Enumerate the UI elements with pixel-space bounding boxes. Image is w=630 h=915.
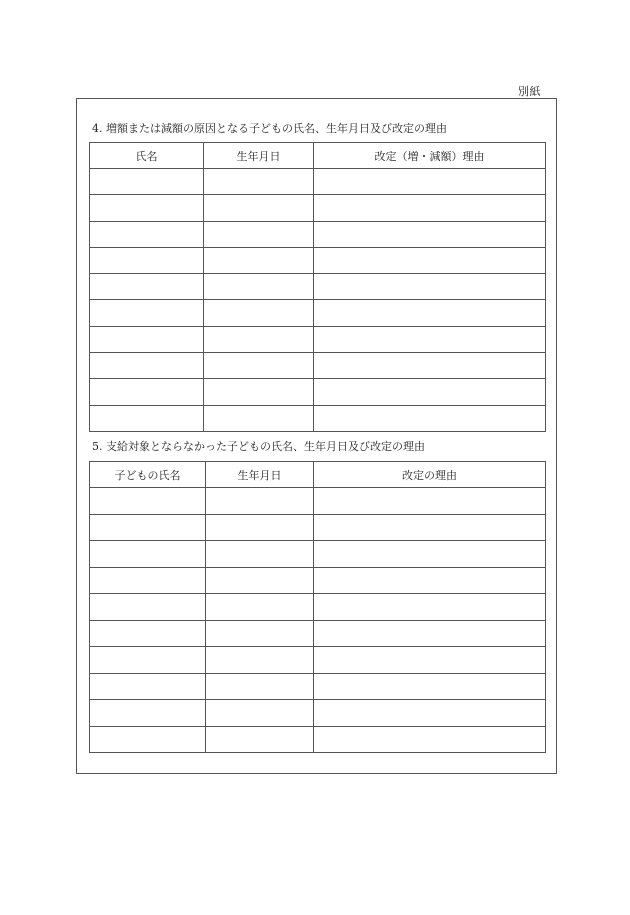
table-cell[interactable] [204,300,314,326]
table-cell[interactable] [90,353,204,379]
table-cell[interactable] [314,326,546,352]
table-cell[interactable] [206,541,314,568]
table-cell[interactable] [90,514,206,541]
table-cell[interactable] [204,247,314,273]
table-row [90,300,546,326]
table-cell[interactable] [314,169,546,195]
table-cell[interactable] [314,541,546,568]
table-row [90,247,546,273]
table-cell[interactable] [206,726,314,753]
table-row [90,326,546,352]
table-cell[interactable] [314,567,546,594]
table-cell[interactable] [204,221,314,247]
table-row [90,488,546,515]
table-cell[interactable] [204,195,314,221]
table-row [90,379,546,405]
table-cell[interactable] [206,673,314,700]
table-row [90,567,546,594]
column-header-reason: 改定の理由 [314,462,546,488]
table-cell[interactable] [206,594,314,621]
column-header-name: 氏名 [90,143,204,169]
table-cell[interactable] [90,594,206,621]
table-cell[interactable] [314,673,546,700]
table-row [90,169,546,195]
table-cell[interactable] [90,567,206,594]
table-cell[interactable] [314,405,546,431]
table-cell[interactable] [204,405,314,431]
attachment-label: 別紙 [518,85,541,98]
table-cell[interactable] [90,221,204,247]
table-row [90,726,546,753]
table-row [90,541,546,568]
table-cell[interactable] [314,195,546,221]
table-row [90,514,546,541]
table-row [90,673,546,700]
table-cell[interactable] [90,647,206,674]
table-row [90,195,546,221]
table-cell[interactable] [90,620,206,647]
table-cell[interactable] [206,700,314,727]
table-cell[interactable] [314,300,546,326]
table-row [90,274,546,300]
table-row [90,700,546,727]
section-5-title: 5. 支給対象とならなかった子どもの氏名、生年月日及び改定の理由 [92,440,425,453]
table-cell[interactable] [90,169,204,195]
table-cell[interactable] [90,326,204,352]
table-cell[interactable] [314,514,546,541]
table-cell[interactable] [204,353,314,379]
table-cell[interactable] [90,195,204,221]
table-cell[interactable] [314,488,546,515]
section-4-title: 4. 増額または減額の原因となる子どもの氏名、生年月日及び改定の理由 [92,122,447,135]
table-cell[interactable] [314,647,546,674]
table-cell[interactable] [314,594,546,621]
table-cell[interactable] [314,353,546,379]
table-cell[interactable] [314,274,546,300]
table-cell[interactable] [90,488,206,515]
table-cell[interactable] [90,247,204,273]
table-cell[interactable] [204,274,314,300]
column-header-reason: 改定（増・減額）理由 [314,143,546,169]
table-cell[interactable] [314,379,546,405]
table-row [90,405,546,431]
table-cell[interactable] [314,700,546,727]
table-cell[interactable] [90,300,204,326]
table-cell[interactable] [90,541,206,568]
section-4-table [89,142,546,432]
table-row [90,647,546,674]
table-row [90,594,546,621]
column-header-birthdate: 生年月日 [206,462,314,488]
table-cell[interactable] [314,726,546,753]
section-4-rows [90,169,546,432]
table-row [90,353,546,379]
table-cell[interactable] [90,726,206,753]
table-cell[interactable] [206,620,314,647]
table-cell[interactable] [314,221,546,247]
table-cell[interactable] [206,567,314,594]
table-row [90,221,546,247]
section-5-table [89,461,546,753]
table-cell[interactable] [206,488,314,515]
table-row [90,620,546,647]
table-header-row [90,143,546,169]
table-cell[interactable] [314,247,546,273]
table-cell[interactable] [90,274,204,300]
table-cell[interactable] [204,379,314,405]
table-cell[interactable] [204,326,314,352]
table-cell[interactable] [206,647,314,674]
table-cell[interactable] [90,700,206,727]
table-cell[interactable] [206,514,314,541]
table-cell[interactable] [314,620,546,647]
table-cell[interactable] [90,405,204,431]
column-header-child-name: 子どもの氏名 [90,462,206,488]
table-header-row [90,462,546,488]
table-cell[interactable] [204,169,314,195]
table-cell[interactable] [90,379,204,405]
section-5-rows [90,488,546,753]
column-header-birthdate: 生年月日 [204,143,314,169]
table-cell[interactable] [90,673,206,700]
